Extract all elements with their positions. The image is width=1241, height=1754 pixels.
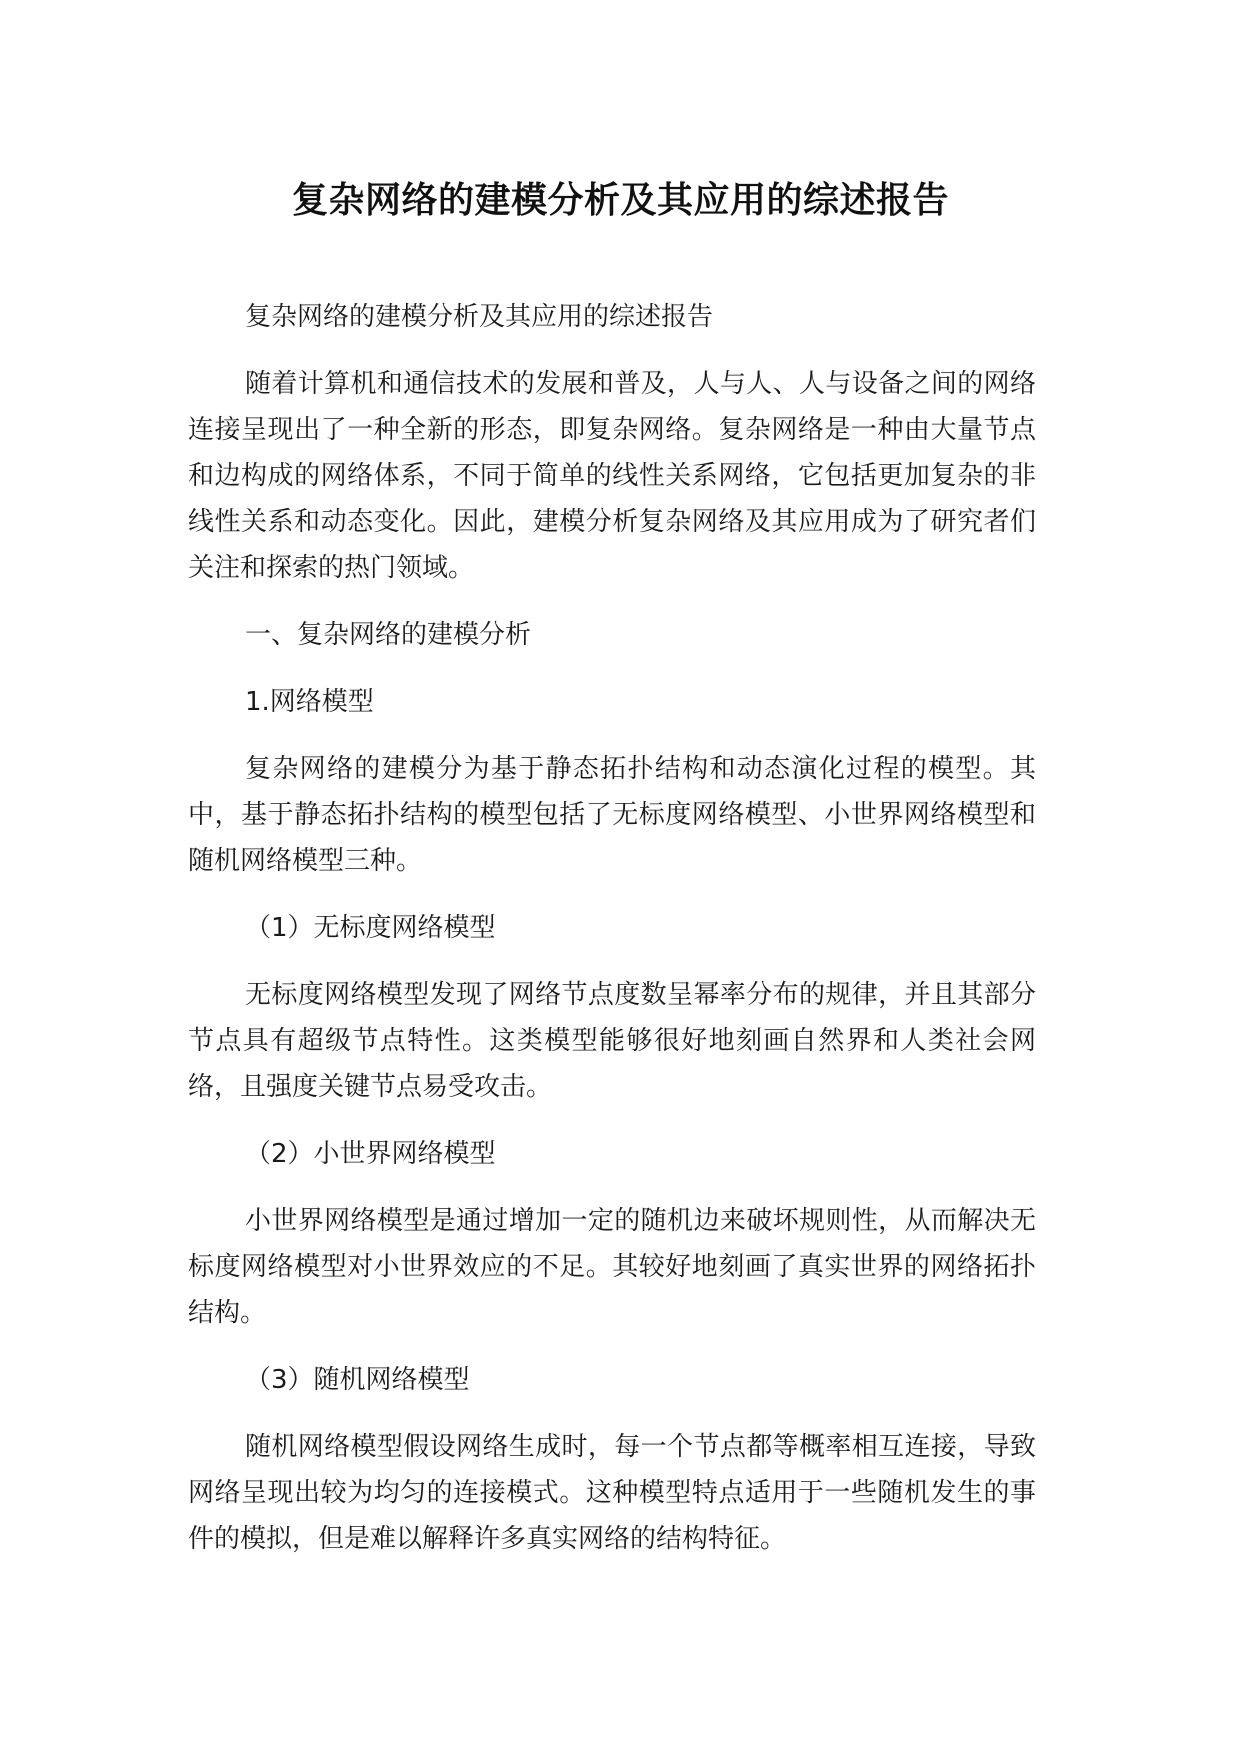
model-paragraph-small-world: 小世界网络模型是通过增加一定的随机边来破坏规则性，从而解决无标度网络模型对小世界效应的不足。其较好地刻画了真实世界的网络拓扑结构。 xyxy=(188,1206,1036,1328)
document-title: 复杂网络的建模分析及其应用的综述报告 xyxy=(291,180,949,221)
subsection-heading: 1.网络模型 xyxy=(245,687,374,717)
document-body xyxy=(188,294,1036,1562)
model-paragraph-random: 随机网络模型假设网络生成时，每一个节点都等概率相互连接，导致网络呈现出较为均匀的连接模式。这种模型特点适用于一些随机发生的事件的模拟，但是难以解释许多真实网络的结构特征。 xyxy=(188,1432,1036,1554)
model-paragraph-scale-free: 无标度网络模型发现了网络节点度数呈幂率分布的规律，并且其部分节点具有超级节点特性。这类模型能够很好地刻画自然界和人类社会网络，且强度关键节点易受攻击。 xyxy=(188,980,1036,1102)
intro-paragraph: 随着计算机和通信技术的发展和普及，人与人、人与设备之间的网络连接呈现出了一种全新的形态，即复杂网络。复杂网络是一种由大量节点和边构成的网络体系，不同于简单的线性关系网络，它包括更加复杂的非线性关系和动态变化。因此，建模分析复杂网络及其应用成为了研究者们关注和探索的热门领域。 xyxy=(188,369,1036,583)
subsection-paragraph: 复杂网络的建模分为基于静态拓扑结构和动态演化过程的模型。其中，基于静态拓扑结构的模型包括了无标度网络模型、小世界网络模型和随机网络模型三种。 xyxy=(188,754,1036,876)
model-heading-small-world: （2）小世界网络模型 xyxy=(245,1139,496,1169)
subtitle-line: 复杂网络的建模分析及其应用的综述报告 xyxy=(245,302,714,332)
section-heading: 一、复杂网络的建模分析 xyxy=(245,620,532,650)
model-heading-scale-free: （1）无标度网络模型 xyxy=(245,913,496,943)
model-heading-random: （3）随机网络模型 xyxy=(245,1365,470,1395)
